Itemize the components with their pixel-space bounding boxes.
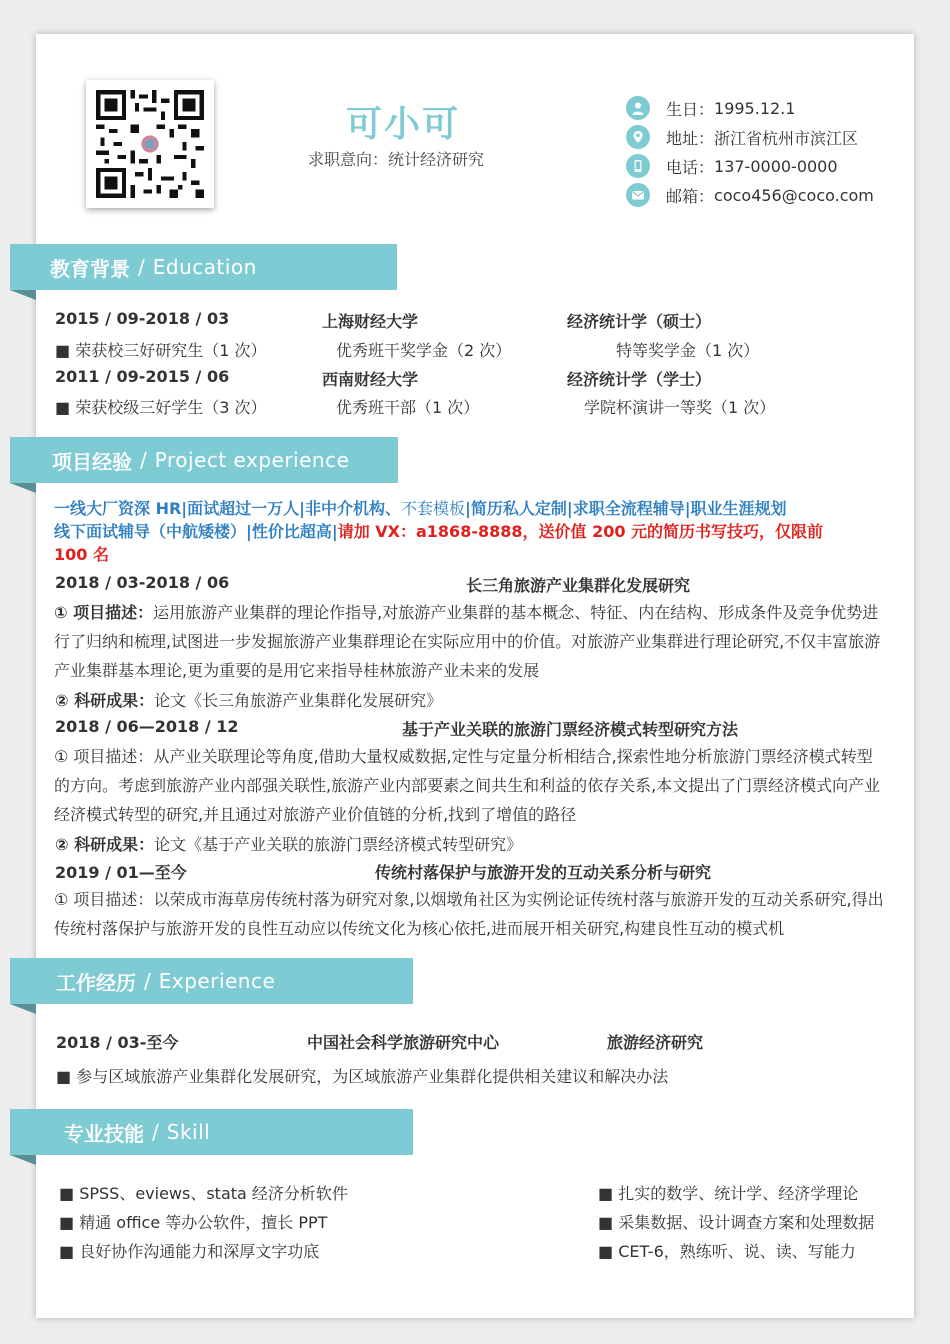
- edu-award: ■ 荣获校三好研究生（1 次）: [55, 341, 267, 360]
- contact-label: 电话：: [666, 157, 715, 177]
- project-result-text: 论文《基于产业关联的旅游门票经济模式转型研究》: [154, 835, 523, 854]
- section-banner-work: [10, 958, 413, 1004]
- section-title-en: Project experience: [154, 448, 350, 472]
- ad-text: [54, 497, 886, 566]
- project-result-text: 论文《长三角旅游产业集群化发展研究》: [154, 691, 443, 710]
- project-result: [55, 688, 442, 711]
- edu-award: ■ 荣获校级三好学生（3 次）: [55, 398, 267, 417]
- work-org: 中国社会科学旅游研究中心: [307, 1033, 500, 1052]
- person-icon: [626, 96, 650, 120]
- contact-label: 生日：: [666, 99, 715, 119]
- section-title: 专业技能: [64, 1121, 144, 1146]
- ad-text-segment: |简历私人定制|求职全流程辅导|职业生涯规划: [465, 499, 787, 518]
- contact-address: [626, 125, 858, 149]
- section-title: 工作经历: [56, 970, 136, 995]
- ad-text-segment: 不套模板: [400, 499, 465, 518]
- section-separator: /: [152, 1120, 159, 1144]
- qr-code-icon: [96, 90, 204, 198]
- project-desc-label: ① 项目描述：: [54, 890, 154, 909]
- ad-text-segment: 线下面试辅导（中航矮楼）|性价比超高|: [54, 522, 338, 541]
- contact-value: 137-0000-0000: [714, 156, 838, 176]
- edu-period: 2015 / 09-2018 / 03: [55, 309, 230, 328]
- skill-item: ■ 采集数据、设计调查方案和处理数据: [598, 1213, 875, 1232]
- project-desc-label: ① 项目描述：: [54, 603, 154, 622]
- phone-icon: [626, 154, 650, 178]
- skill-item: ■ 良好协作沟通能力和深厚文字功底: [59, 1242, 320, 1261]
- project-desc-text: 以荣成市海草房传统村落为研究对象,以烟墩角社区为实例论证传统村落与旅游开发的互动关系研究,得出传统村落保护与旅游开发的良性互动应以传统文化为核心依托,进而展开相关研究,构建良性互动的模式机: [54, 890, 884, 938]
- project-desc-label: ① 项目描述：: [54, 747, 154, 766]
- section-banner-education: [10, 244, 397, 290]
- banner-fold: [10, 1155, 36, 1165]
- project-period: 2019 / 01—至今: [55, 863, 187, 882]
- section-title: 项目经验: [52, 449, 132, 474]
- section-banner-projects: [10, 437, 398, 483]
- project-period: 2018 / 03-2018 / 06: [55, 573, 230, 592]
- project-description: [54, 885, 886, 943]
- project-name: 基于产业关联的旅游门票经济模式转型研究方法: [402, 720, 739, 739]
- contact-value: 浙江省杭州市滨江区: [714, 128, 859, 148]
- skill-item: ■ CET-6，熟练听、说、读、写能力: [598, 1242, 856, 1261]
- banner-fold: [10, 1004, 36, 1014]
- section-title: 教育背景: [50, 256, 130, 281]
- skill-item: ■ 扎实的数学、统计学、经济学理论: [598, 1184, 859, 1203]
- project-description: [54, 598, 886, 685]
- work-description: ■ 参与区域旅游产业集群化发展研究，为区域旅游产业集群化提供相关建议和解决办法: [56, 1067, 669, 1086]
- project-description: [54, 742, 886, 829]
- edu-award: 优秀班干部（1 次）: [336, 398, 480, 417]
- project-period: 2018 / 06—2018 / 12: [55, 717, 239, 736]
- skill-item: ■ SPSS、eviews、stata 经济分析软件: [59, 1184, 348, 1203]
- section-banner-skills: [10, 1109, 413, 1155]
- mail-icon: [626, 183, 650, 207]
- job-intent: 求职意向：统计经济研究: [308, 150, 485, 169]
- section-title-en: Skill: [166, 1120, 211, 1144]
- section-separator: /: [138, 255, 145, 279]
- location-icon: [626, 125, 650, 149]
- edu-school: 上海财经大学: [322, 312, 419, 331]
- project-desc-text: 从产业关联理论等角度,借助大量权威数据,定性与定量分析相结合,探索性地分析旅游门票经济模式转型的方向。考虑到旅游产业内部强关联性,旅游产业内部要素之间共生和利益的依存关系,本文提出了门票经济模式向产业经济模式转型的研究,并且通过对旅游产业价值链的分析,找到了增值的路径: [54, 747, 881, 824]
- contact-label: 邮箱：: [666, 186, 715, 206]
- section-title-en: Education: [152, 255, 257, 279]
- contact-value: 1995.12.1: [714, 98, 796, 118]
- contact-phone: [626, 154, 838, 178]
- banner-fold: [10, 483, 36, 493]
- project-desc-text: 运用旅游产业集群的理论作指导,对旅游产业集群的基本概念、特征、内在结构、形成条件及竞争优势进行了归纳和梳理,试图进一步发掘旅游产业集群理论在实际应用中的价值。对旅游产业集群进行理论研究,不仅丰富旅游产业集群基本理论,更为重要的是用它来指导桂林旅游产业未来的发展: [54, 603, 881, 680]
- project-name: 传统村落保护与旅游开发的互动关系分析与研究: [375, 863, 712, 882]
- edu-award: 优秀班干奖学金（2 次）: [336, 341, 512, 360]
- project-result: [55, 832, 522, 855]
- candidate-name: 可小可: [346, 104, 461, 145]
- project-result-label: ② 科研成果：: [55, 835, 155, 854]
- edu-major: 经济统计学（学士）: [567, 370, 712, 389]
- project-name: 长三角旅游产业集群化发展研究: [466, 576, 691, 595]
- section-title-en: Experience: [158, 969, 276, 993]
- ad-text-segment: 一线大厂资深 HR|面试超过一万人|非中介机构、: [54, 499, 401, 518]
- work-role: 旅游经济研究: [607, 1033, 704, 1052]
- project-result-label: ② 科研成果：: [55, 691, 155, 710]
- contact-value: coco456@coco.com: [714, 185, 874, 205]
- work-period: 2018 / 03-至今: [56, 1033, 179, 1052]
- section-separator: /: [144, 969, 151, 993]
- ad-text-segment: 请加 VX：a1868-8888，送价值 200 元的简历书写技巧，仅限前: [337, 522, 824, 541]
- banner-fold: [10, 290, 36, 300]
- resume-page: [36, 34, 914, 1318]
- skill-item: ■ 精通 office 等办公软件，擅长 PPT: [59, 1213, 328, 1232]
- contact-birthday: [626, 96, 795, 120]
- edu-award: 学院杯演讲一等奖（1 次）: [584, 398, 776, 417]
- contact-email: [626, 183, 874, 207]
- edu-award: 特等奖学金（1 次）: [616, 341, 760, 360]
- ad-text-segment: 100 名: [54, 545, 109, 564]
- qr-code: [86, 80, 214, 208]
- section-separator: /: [140, 448, 147, 472]
- contact-label: 地址：: [666, 128, 715, 148]
- edu-period: 2011 / 09-2015 / 06: [55, 367, 230, 386]
- edu-major: 经济统计学（硕士）: [567, 312, 712, 331]
- edu-school: 西南财经大学: [322, 370, 419, 389]
